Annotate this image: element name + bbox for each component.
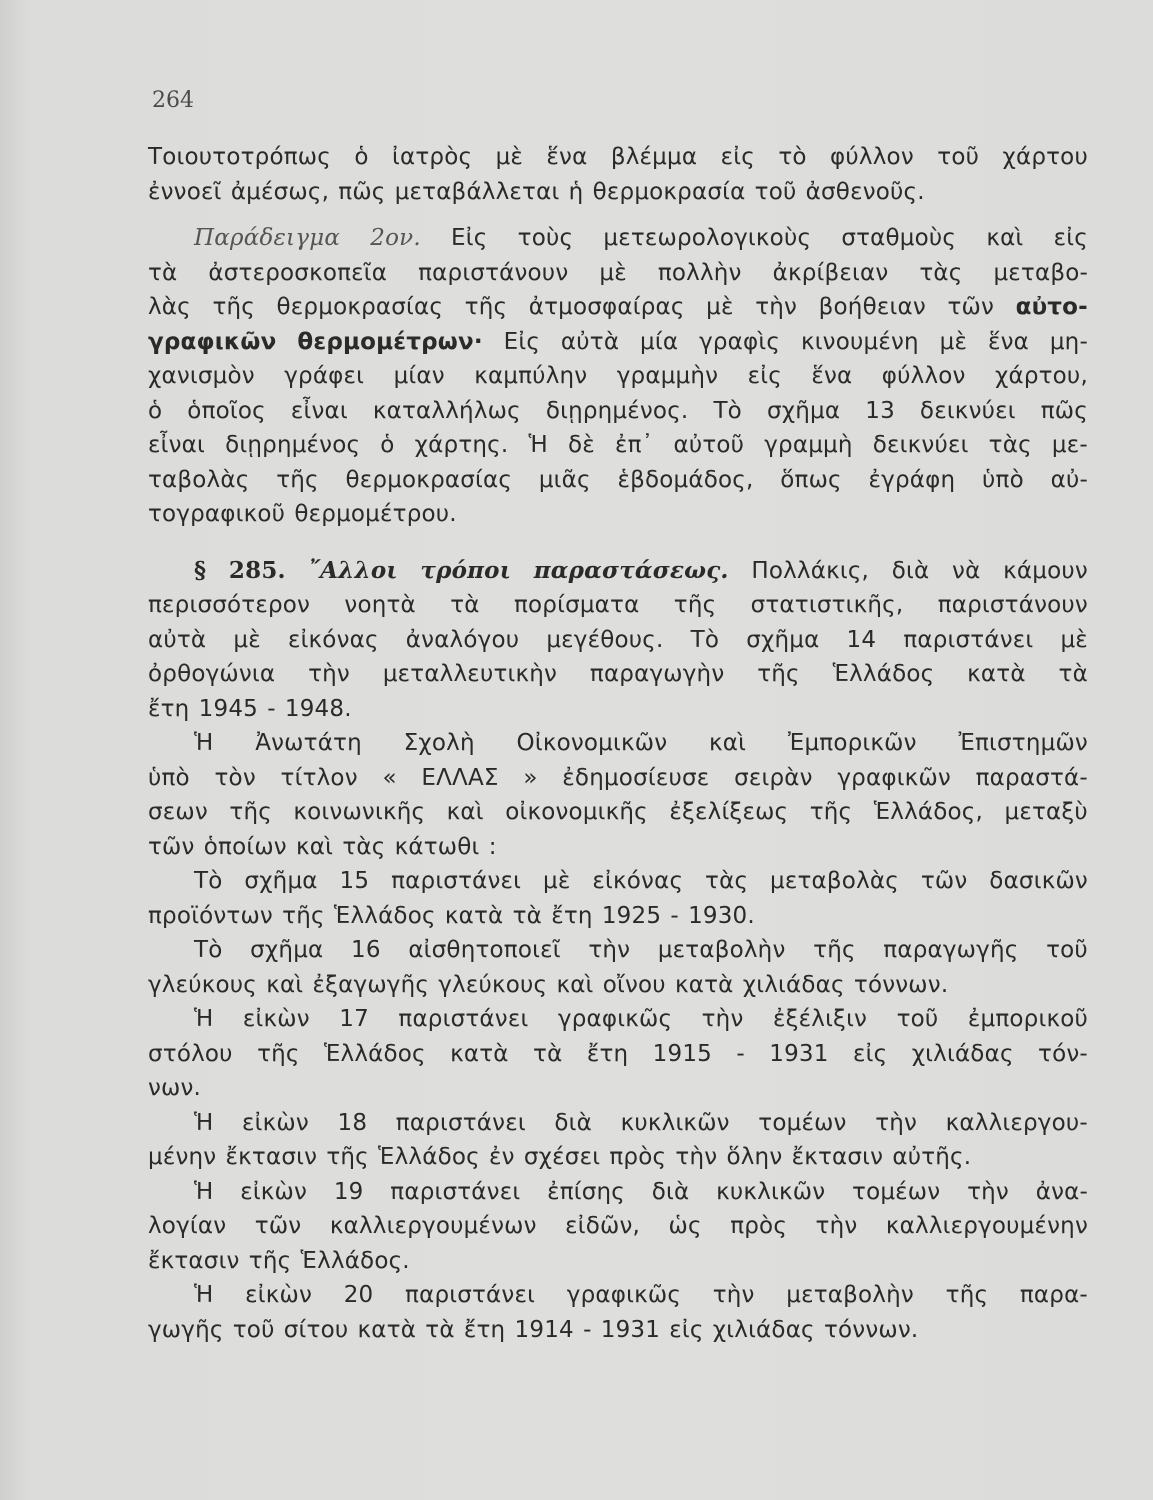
text-line: γλεύκους καὶ ἐξαγωγῆς γλεύκους καὶ οἴνου κατὰ χιλιάδας τόννων. [148,971,949,998]
text-line: Ἡ εἰκὼν 20 παριστάνει γραφικῶς τὴν μεταβολὴν τῆς παρα- [194,1282,1088,1308]
text-line: Ἡ εἰκὼν 19 παριστάνει ἐπίσης διὰ κυκλικῶν τομέων τὴν ἀνα- [194,1178,1088,1205]
text-line: μένην ἔκτασιν τῆς Ἑλλάδος ἐν σχέσει πρὸς τὴν ὅλην ἔκτασιν αὐτῆς. [148,1144,972,1170]
text-line: τὰ ἀστεροσκοπεῖα παριστάνουν μὲ πολλὴν ἀκρίβειαν τὰς μεταβο- [148,259,1088,286]
text-line: ταβολὰς τῆς θερμοκρασίας μιᾶς ἑβδομάδος, ὅπως ἐγράφη ὑπὸ αὐ- [148,466,1088,493]
text-line: Τοιουτοτρόπως ὁ ἰατρὸς μὲ ἕνα βλέμμα εἰς τὸ φύλλον τοῦ χάρτου [148,144,1088,170]
text-line: Ἡ εἰκὼν 18 παριστάνει διὰ κυκλικῶν τομέων τὴν καλλιεργου- [194,1109,1088,1136]
page-number: 264 [152,88,194,113]
text-line: εἶναι διῃρημένος ὁ χάρτης. Ἡ δὲ ἐπ᾽ αὐτοῦ γραμμὴ δεικνύει τὰς με- [148,432,1088,458]
body-text [148,140,1088,1347]
text-line: αὐτὰ μὲ εἰκόνας ἀναλόγου μεγέθους. Τὸ σχῆμα 14 παριστάνει μὲ [148,626,1088,653]
text-line: τῶν ὁποίων καὶ τὰς κάτωθι : [148,833,497,860]
text-line: νων. [148,1075,202,1101]
text-line: γωγῆς τοῦ σίτου κατὰ τὰ ἔτη 1914 - 1931 εἰς χιλιάδας τόννων. [148,1316,919,1343]
text-line: ὁ ὁποῖος εἶναι καταλλήλως διῃρημένος. Τὸ σχῆμα 13 δεικνύει πῶς [148,397,1088,424]
text-line: σεων τῆς κοινωνικῆς καὶ οἰκονομικῆς ἐξελίξεως τῆς Ἑλλάδος, μεταξὺ [148,799,1088,825]
text-line: ἔτη 1945 - 1948. [148,695,352,722]
text-line: Ἡ εἰκὼν 17 παριστάνει γραφικῶς τὴν ἐξέλιξιν τοῦ ἐμπορικοῦ [194,1006,1088,1032]
text-line: τογραφικοῦ θερμομέτρου. [148,501,457,527]
text-line: λογίαν τῶν καλλιεργουμένων εἰδῶν, ὡς πρὸς τὴν καλλιεργουμένην [148,1213,1088,1239]
text-line: Παράδειγμα 2ον. Εἰς τοὺς μετεωρολογικοὺς σταθμοὺς καὶ εἰς [194,225,1088,251]
text-line: ὑπὸ τὸν τίτλον « ΕΛΛΑΣ » ἐδημοσίευσε σειρὰν γραφικῶν παραστά- [148,764,1088,791]
text-line: Τὸ σχῆμα 16 αἰσθητοποιεῖ τὴν μεταβολὴν τῆς παραγωγῆς τοῦ [194,937,1088,963]
text-line: § 285. ῎Αλλοι τρόποι παραστάσεως. Πολλάκις, διὰ νὰ κάμουν [194,556,1088,584]
text-line: ἐννοεῖ ἀμέσως, πῶς μεταβάλλεται ἡ θερμοκρασία τοῦ ἀσθενοῦς. [148,178,925,205]
text-line: ἔκτασιν τῆς Ἑλλάδος. [148,1247,410,1274]
text-line: λὰς τῆς θερμοκρασίας τῆς ἀτμοσφαίρας μὲ τὴν βοήθειαν τῶν αὐτο- [148,294,1088,320]
text-line: προϊόντων τῆς Ἑλλάδος κατὰ τὰ ἔτη 1925 - 1930. [148,902,755,929]
text-line: στόλου τῆς Ἑλλάδος κατὰ τὰ ἔτη 1915 - 1931 εἰς χιλιάδας τόν- [148,1040,1088,1067]
text-line: γραφικῶν θερμομέτρων· Εἰς αὐτὰ μία γραφὶς κινουμένη μὲ ἕνα μη- [148,328,1088,355]
text-line: ὀρθογώνια τὴν μεταλλευτικὴν παραγωγὴν τῆς Ἑλλάδος κατὰ τὰ [148,661,1088,687]
text-line: περισσότερον νοητὰ τὰ πορίσματα τῆς στατιστικῆς, παριστάνουν [148,592,1088,618]
text-line: Ἡ Ἀνωτάτη Σχολὴ Οἰκονομικῶν καὶ Ἐμπορικῶν Ἐπιστημῶν [194,730,1088,756]
text-line: χανισμὸν γράφει μίαν καμπύλην γραμμὴν εἰς ἕνα φύλλον χάρτου, [148,363,1088,389]
text-line: Τὸ σχῆμα 15 παριστάνει μὲ εἰκόνας τὰς μεταβολὰς τῶν δασικῶν [194,868,1088,894]
